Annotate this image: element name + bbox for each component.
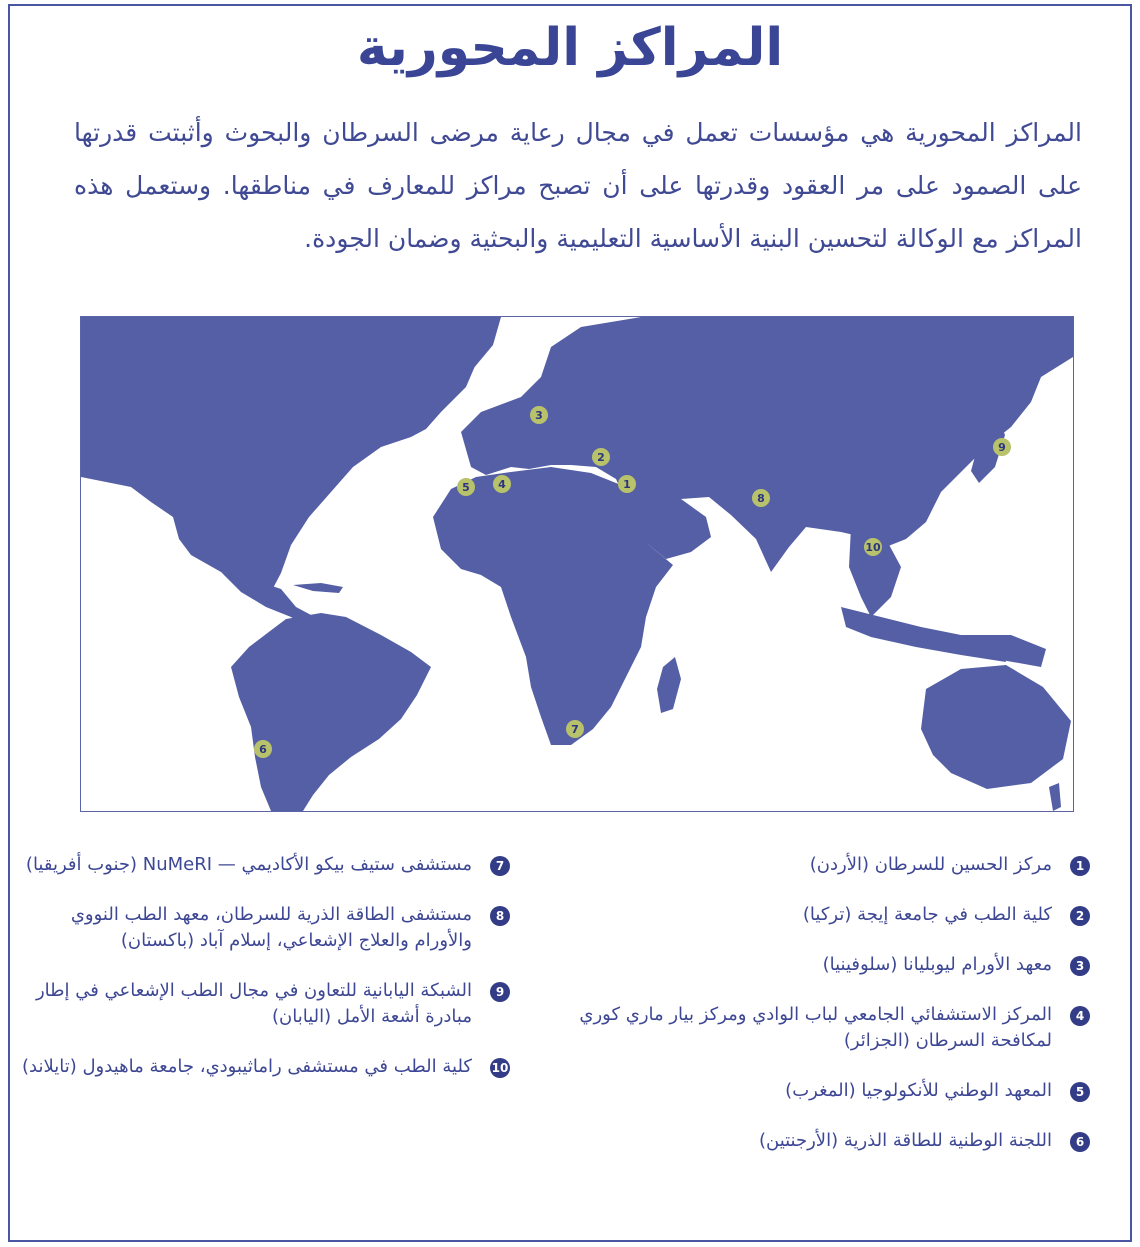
legend-number-badge: 2 bbox=[1070, 906, 1090, 926]
legend-item-9 bbox=[20, 978, 510, 1030]
legend-item-2 bbox=[570, 902, 1090, 928]
legend-number-badge: 1 bbox=[1070, 856, 1090, 876]
australia-landmass bbox=[921, 665, 1071, 789]
svg-text:1: 1 bbox=[623, 478, 631, 491]
legend-number-badge: 8 bbox=[490, 906, 510, 926]
legend-item-text: مركز الحسين للسرطان (الأردن) bbox=[809, 854, 1052, 875]
indonesia-landmass bbox=[841, 607, 1006, 662]
svg-text:4: 4 bbox=[498, 478, 506, 491]
legend-right-column bbox=[570, 852, 1090, 1178]
legend-item-7 bbox=[20, 852, 510, 878]
map-marker-9 bbox=[993, 438, 1011, 456]
legend-left-column bbox=[20, 852, 510, 1104]
svg-text:7: 7 bbox=[571, 723, 579, 736]
map-marker-5 bbox=[457, 478, 475, 496]
page-title: المراكز المحورية bbox=[356, 18, 784, 78]
map-marker-7 bbox=[566, 720, 584, 738]
svg-text:2: 2 bbox=[597, 451, 605, 464]
legend-item-10 bbox=[20, 1054, 510, 1080]
new-zealand-landmass bbox=[1049, 783, 1061, 811]
legend-number-badge: 7 bbox=[490, 856, 510, 876]
map-marker-2 bbox=[592, 448, 610, 466]
map-marker-4 bbox=[493, 475, 511, 493]
madagascar-landmass bbox=[657, 657, 681, 713]
legend-number-badge: 6 bbox=[1070, 1132, 1090, 1152]
legend-item-6 bbox=[570, 1128, 1090, 1154]
south-america-landmass bbox=[231, 613, 431, 811]
legend-item-4 bbox=[570, 1002, 1090, 1054]
legend-item-text: كلية الطب في مستشفى راماثيبودي، جامعة ماهيدول (تايلاند) bbox=[22, 1056, 472, 1077]
legend-item-text: كلية الطب في جامعة إيجة (تركيا) bbox=[802, 904, 1052, 925]
svg-text:6: 6 bbox=[259, 743, 267, 756]
svg-text:10: 10 bbox=[865, 541, 881, 554]
map-marker-8 bbox=[752, 489, 770, 507]
legend-item-5 bbox=[570, 1078, 1090, 1104]
legend-number-badge: 9 bbox=[490, 982, 510, 1002]
legend-item-8 bbox=[20, 902, 510, 954]
map-marker-1 bbox=[618, 475, 636, 493]
legend-number-badge: 10 bbox=[490, 1058, 510, 1078]
intro-paragraph: المراكز المحورية هي مؤسسات تعمل في مجال رعاية مرضى السرطان والبحوث وأثبتت قدرتها على الصمود على مر العقود وقدرتها على أن تصبح مراكز للمعارف في مناطقها. وستعمل هذه المراكز مع الوكالة لتحسين البنية الأساسية التعليمية والبحثية وضمان الجودة. bbox=[74, 118, 1082, 253]
legend-item-text: الشبكة اليابانية للتعاون في مجال الطب الإشعاعي في إطار مبادرة أشعة الأمل (اليابان) bbox=[35, 980, 472, 1027]
world-map-svg bbox=[81, 317, 1073, 811]
svg-text:5: 5 bbox=[462, 481, 470, 494]
svg-text:8: 8 bbox=[757, 492, 765, 505]
legend-item-text: المركز الاستشفائي الجامعي لباب الوادي ومركز بيار ماري كوري لمكافحة السرطان (الجزائر) bbox=[579, 1004, 1052, 1051]
svg-text:3: 3 bbox=[535, 409, 543, 422]
legend-number-badge: 3 bbox=[1070, 956, 1090, 976]
map-marker-10 bbox=[864, 538, 882, 556]
legend-item-text: مستشفى ستيف بيكو الأكاديمي — NuMeRI (جنوب أفريقيا) bbox=[25, 854, 472, 875]
svg-text:9: 9 bbox=[998, 441, 1006, 454]
legend-item-1 bbox=[570, 852, 1090, 878]
legend-item-3 bbox=[570, 952, 1090, 978]
world-map bbox=[80, 316, 1074, 812]
map-marker-6 bbox=[254, 740, 272, 758]
caribbean-landmass bbox=[293, 583, 343, 593]
legend-item-text: مستشفى الطاقة الذرية للسرطان، معهد الطب النووي والأورام والعلاج الإشعاعي، إسلام آباد (باكستان) bbox=[70, 904, 472, 951]
legend-number-badge: 4 bbox=[1070, 1006, 1090, 1026]
map-marker-3 bbox=[530, 406, 548, 424]
legend-item-text: اللجنة الوطنية للطاقة الذرية (الأرجنتين) bbox=[758, 1130, 1052, 1151]
legend-item-text: معهد الأورام ليوبليانا (سلوفينيا) bbox=[822, 954, 1052, 975]
legend-item-text: المعهد الوطني للأنكولوجيا (المغرب) bbox=[785, 1080, 1052, 1101]
legend-number-badge: 5 bbox=[1070, 1082, 1090, 1102]
